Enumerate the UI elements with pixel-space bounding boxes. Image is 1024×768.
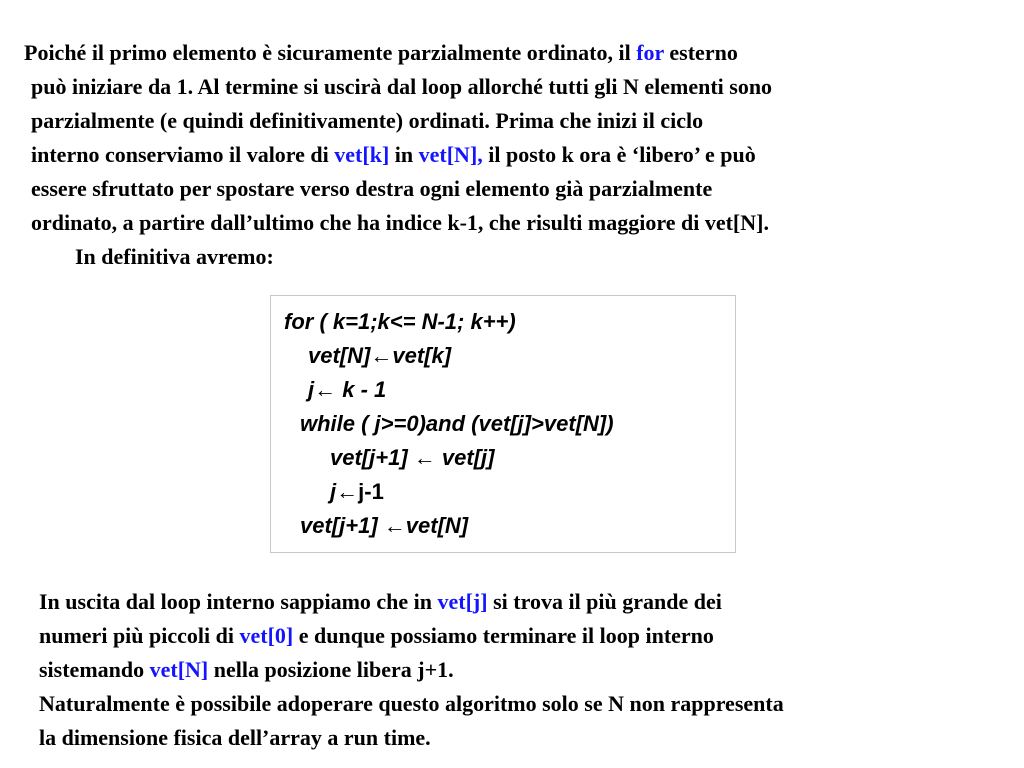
intro-line-6: ordinato, a partire dall’ultimo che ha indice k-1, che risulti maggiore di vet[N].	[31, 210, 769, 235]
left-arrow-icon: ←	[314, 377, 337, 402]
intro-line-2: può iniziare da 1. Al termine si uscirà dal loop allorché tutti gli N elementi sono	[31, 74, 773, 99]
vet-k-highlight: vet[k]	[334, 142, 390, 167]
code-j-minus-1: j-1	[358, 479, 384, 504]
code-box	[270, 295, 736, 553]
outro-line-5: la dimensione fisica dell’array a run time.	[39, 725, 431, 750]
outro-line-4: Naturalmente è possibile adoperare questo algoritmo solo se N non rappresenta	[39, 691, 784, 716]
intro-line-1-text: Poiché il primo elemento è sicuramente parzialmente ordinato, il	[24, 40, 637, 65]
intro-line-4-text: interno conserviamo il valore di	[31, 142, 335, 167]
intro-paragraph	[0, 0, 1024, 290]
left-arrow-icon: ←	[370, 343, 393, 368]
code-line-place	[300, 510, 468, 542]
code-line-init-j	[308, 374, 386, 406]
code-vet-j1: vet[j+1]	[300, 513, 378, 538]
intro-line-4-in: in	[389, 142, 419, 167]
code-vet-k: vet[k]	[392, 343, 452, 368]
outro-line-1-tail: si trova il più grande dei	[487, 589, 722, 614]
code-line-for: for ( k=1;k<= N-1; k++)	[284, 309, 516, 334]
intro-line-1-tail: esterno	[663, 40, 738, 65]
code-line-decrement	[330, 476, 384, 508]
code-line-save	[308, 340, 451, 372]
code-vet-n: vet[N]	[308, 343, 371, 368]
intro-line-4-tail: il posto k ora è ‘libero’ e può	[482, 142, 756, 167]
left-arrow-icon: ←	[407, 445, 442, 470]
intro-line-7: In definitiva avremo:	[75, 244, 274, 269]
outro-line-2-text: numeri più piccoli di	[39, 623, 240, 648]
intro-line-5: essere sfruttato per spostare verso destra ogni elemento già parzialmente	[31, 176, 713, 201]
outro-line-3-tail: nella posizione libera j+1.	[208, 657, 454, 682]
outro-line-2	[39, 619, 714, 653]
left-arrow-icon: ←	[336, 479, 359, 504]
vet-j-highlight: vet[j]	[437, 589, 488, 614]
vet-n-highlight: vet[N]	[149, 657, 209, 682]
intro-line-3: parzialmente (e quindi definitivamente) ordinati. Prima che inizi il ciclo	[31, 108, 704, 133]
outro-line-3-text: sistemando	[39, 657, 150, 682]
for-keyword: for	[636, 40, 664, 65]
outro-paragraph	[0, 585, 1024, 765]
code-j: j	[308, 377, 315, 402]
left-arrow-icon: ←	[377, 513, 406, 538]
code-vet-n: vet[N]	[405, 513, 469, 538]
code-line-while: while ( j>=0)and (vet[j]>vet[N])	[300, 411, 614, 436]
code-j: j	[330, 479, 337, 504]
code-k-minus-1: k - 1	[336, 377, 387, 402]
vet-n-highlight: vet[N],	[418, 142, 483, 167]
intro-line-4	[31, 138, 756, 172]
code-vet-j1: vet[j+1]	[330, 445, 408, 470]
outro-line-1-text: In uscita dal loop interno sappiamo che in	[39, 589, 438, 614]
code-vet-j: vet[j]	[441, 445, 495, 470]
intro-line-1	[24, 36, 738, 70]
vet-0-highlight: vet[0]	[239, 623, 294, 648]
outro-line-3	[39, 653, 454, 687]
outro-line-2-tail: e dunque possiamo terminare il loop interno	[293, 623, 714, 648]
outro-line-1	[39, 585, 722, 619]
code-line-shift	[330, 442, 494, 474]
